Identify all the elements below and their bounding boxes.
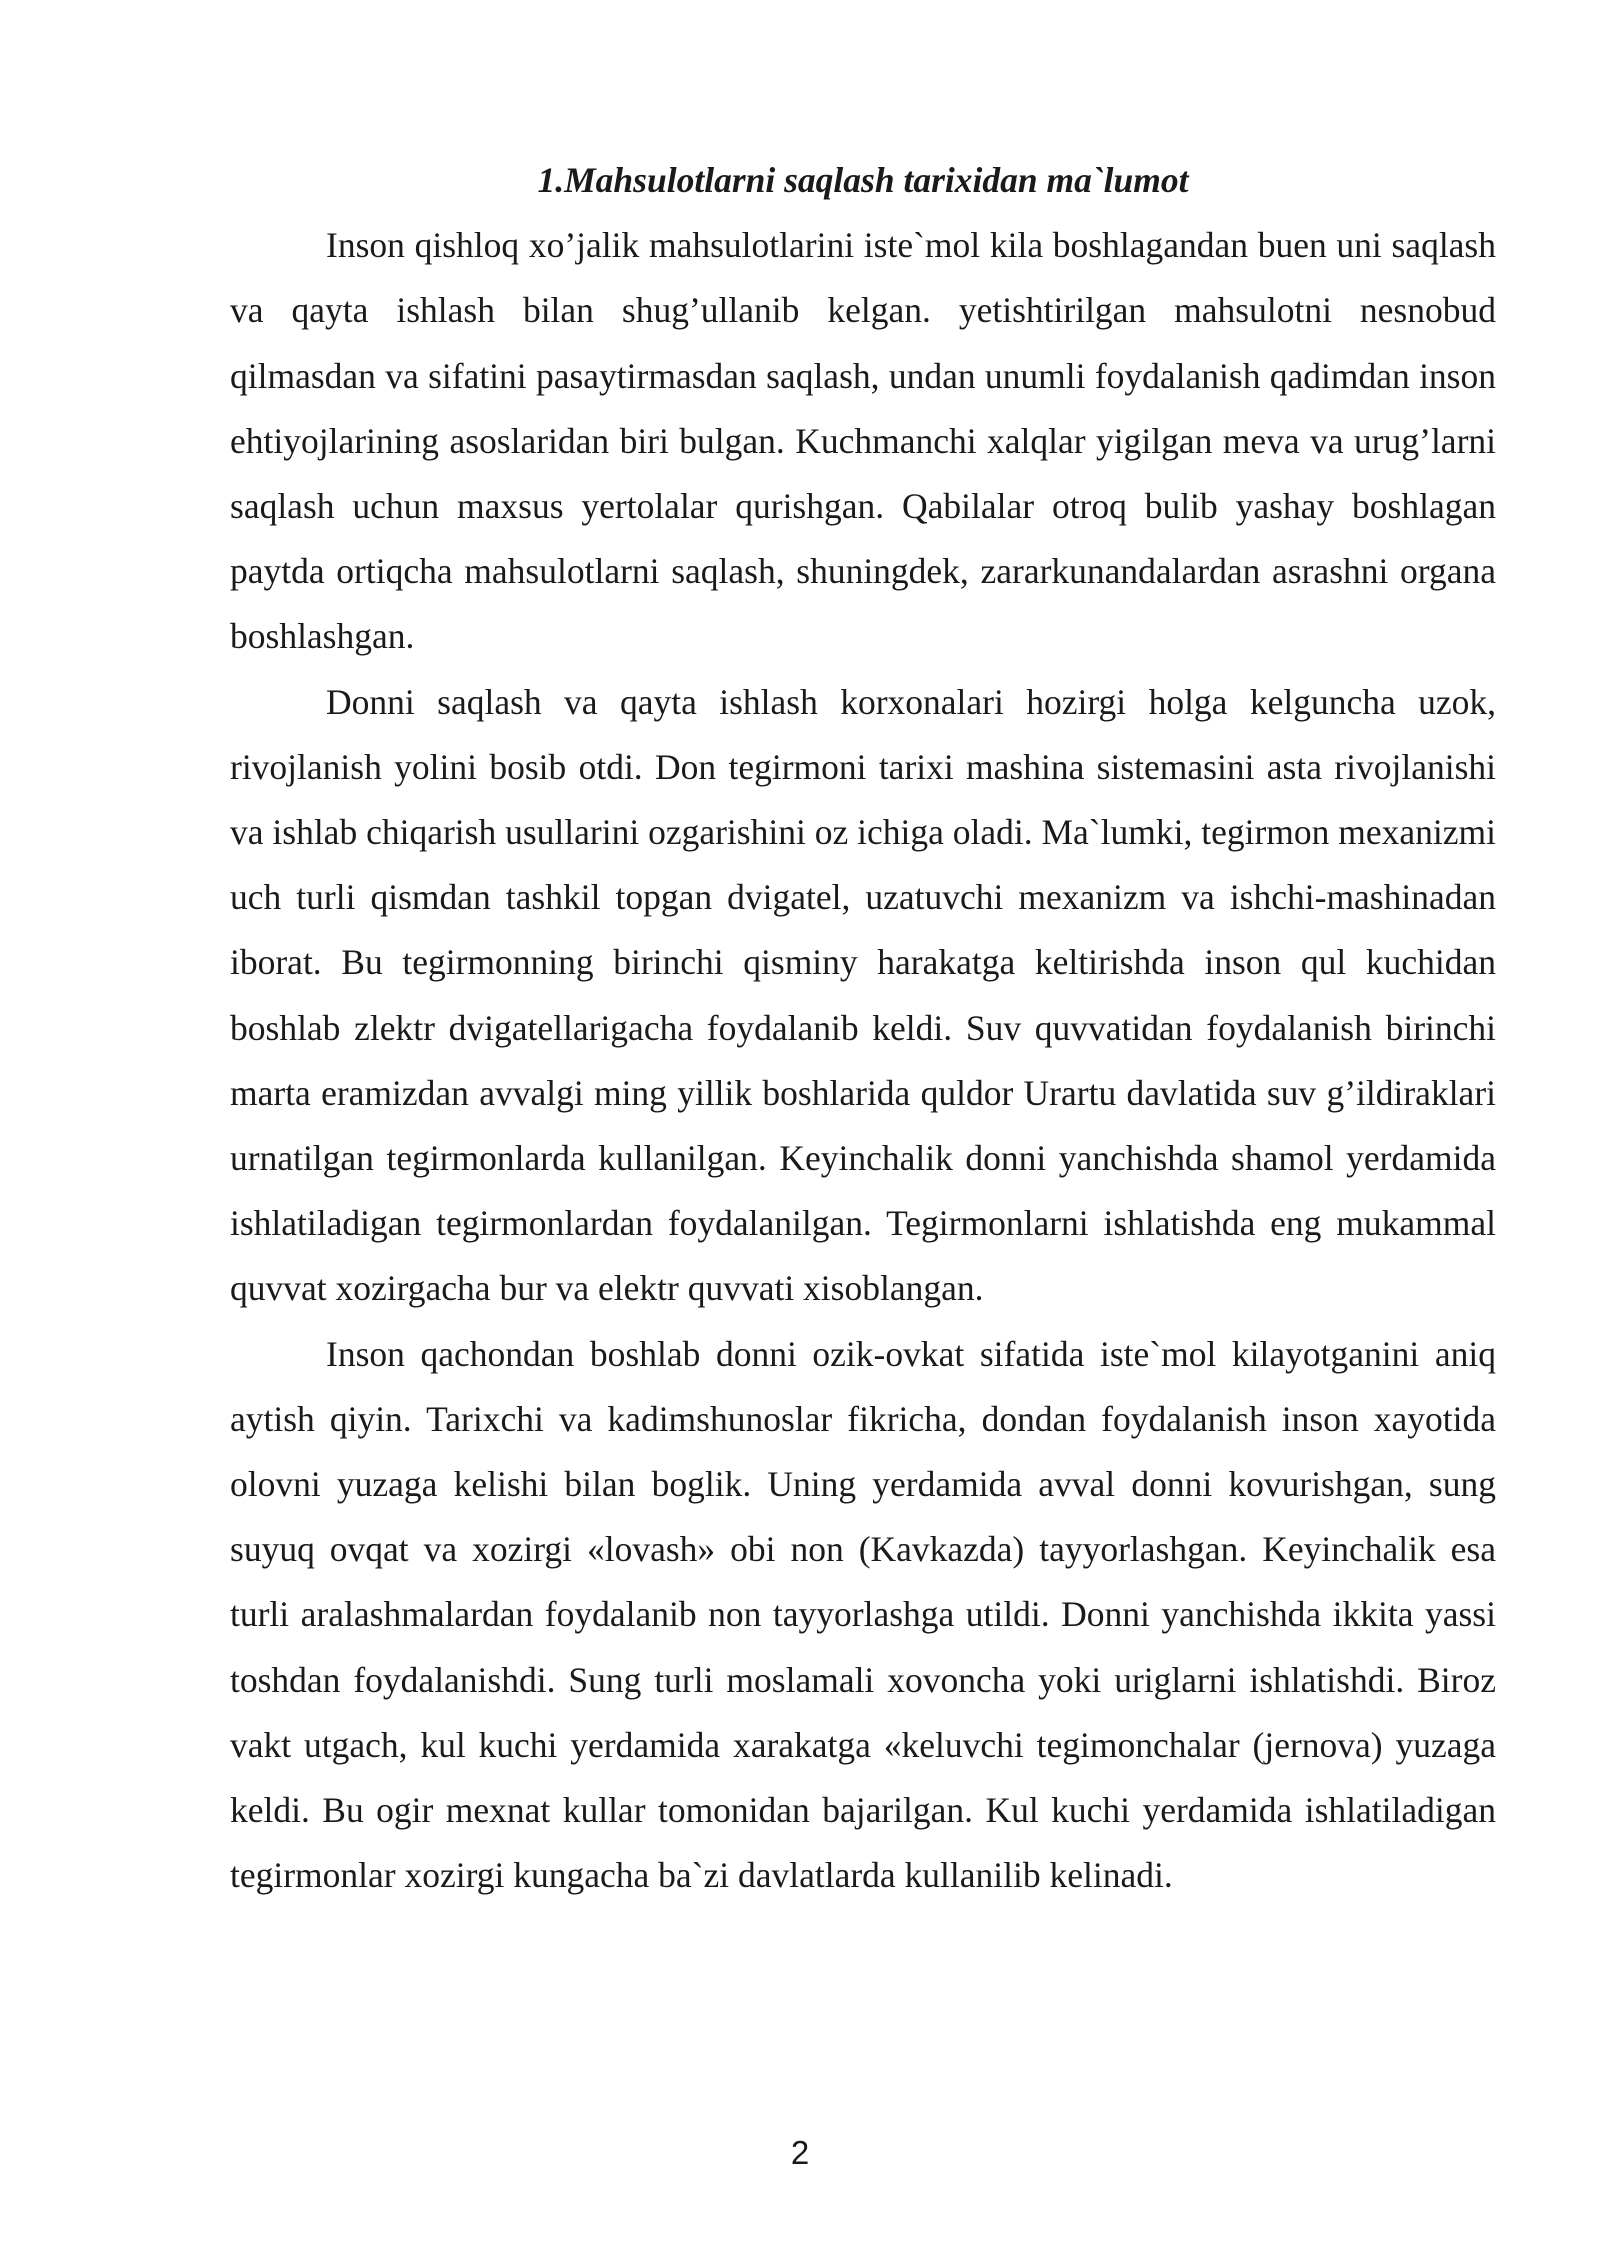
section-title: 1.Mahsulotlarni saqlash tarixidan ma`lumot bbox=[537, 160, 1189, 200]
paragraph-3: Inson qachondan boshlab donni ozik-ovkat sifatida iste`mol kilayotganini aniq aytish qiyin. Tarixchi va kadimshunoslar fikricha, dondan foydalanish inson xayotida olovni yuzaga kelishi bilan boglik. Uning yerdamida avval donni kovurishgan, sung suyuq ovqat va xozirgi «lovash» obi non (Kavkazda) tayyorlashgan. Keyinchalik esa turli aralashmalardan foydalanib non tayyorlashga utildi. Donni yanchishda ikkita yassi toshdan foydalanishdi. Sung turli moslamali xovoncha yoki uriglarni ishlatishdi. Biroz vakt utgach, kul kuchi yerdamida xarakatga «keluvchi tegimonchalar (jernova) yuzaga keldi. Bu ogir mexnat kullar tomonidan bajarilgan. Kul kuchi yerdamida ishlatiladigan tegirmonlar xozirgi kungacha ba`zi davlatlarda kullanilib kelinadi. bbox=[230, 1333, 1496, 1896]
page-content bbox=[230, 148, 1496, 1908]
paragraph-2: Donni saqlash va qayta ishlash korxonalari hozirgi holga kelguncha uzok, rivojlanish yolini bosib otdi. Don tegirmoni tarixi mashina sistemasini asta rivojlanishi va ishlab chiqarish usullarini ozgarishini oz ichiga oladi. Ma`lumki, tegirmon mexanizmi uch turli qismdan tashkil topgan dvigatel, uzatuvchi mexanizm va ishchi-mashinadan iborat. Bu tegirmonning birinchi qisminy harakatga keltirishda inson qul kuchidan boshlab zlektr dvigatellarigacha foydalanib keldi. Suv quvvatidan foydalanish birinchi marta eramizdan avvalgi ming yillik boshlarida quldor Urartu davlatida suv g’ildiraklari urnatilgan tegirmonlarda kullanilgan. Keyinchalik donni yanchishda shamol yerdamida ishlatiladigan tegirmonlardan foydalanilgan. Tegirmonlarni ishlatishda eng mukammal quvvat xozirgacha bur va elektr quvvati xisoblangan. bbox=[230, 681, 1496, 1309]
page-number: 2 bbox=[790, 2134, 810, 2171]
paragraph-1: Inson qishloq xo’jalik mahsulotlarini iste`mol kila boshlagandan buen uni saqlash va qayta ishlash bilan shug’ullanib kelgan. yetishtirilgan mahsulotni nesnobud qilmasdan va sifatini pasaytirmasdan saqlash, undan unumli foydalanish qadimdan inson ehtiyojlarining asoslaridan biri bulgan. Kuchmanchi xalqlar yigilgan meva va urug’larni saqlash uchun maxsus yertolalar qurishgan. Qabilalar otroq bulib yashay boshlagan paytda ortiqcha mahsulotlarni saqlash, shuningdek, zararkunandalardan asrashni organa boshlashgan. bbox=[230, 225, 1496, 657]
